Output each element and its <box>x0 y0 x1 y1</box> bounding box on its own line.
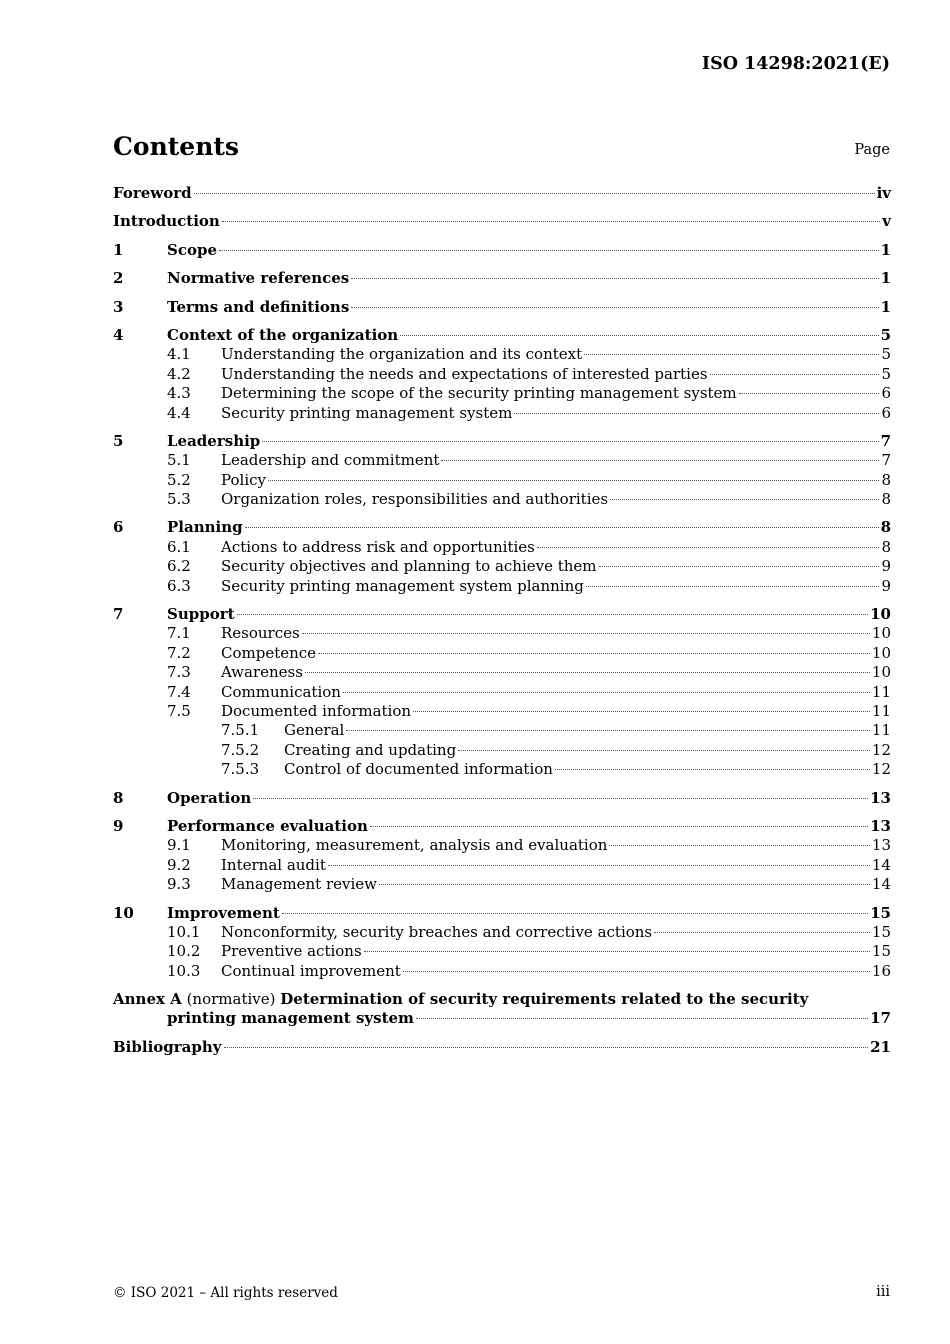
section-number: 6.3 <box>167 576 191 595</box>
page-ref: 15 <box>871 942 891 961</box>
leader-dots <box>351 278 878 279</box>
section-title: General <box>284 721 345 740</box>
section-title: Understanding the organization and its context <box>221 345 583 364</box>
leader-dots <box>237 614 869 615</box>
leader-dots <box>739 393 880 394</box>
section-number: 8 <box>113 788 124 807</box>
section-title: Bibliography <box>113 1037 222 1056</box>
section-title: Security printing management system <box>221 403 513 422</box>
page-ref: 21 <box>870 1037 891 1056</box>
toc-entry-7-3[interactable] <box>113 663 891 682</box>
toc-entry-annex-a[interactable] <box>113 990 891 1009</box>
toc-entry-7-1[interactable] <box>113 624 891 643</box>
section-number: 5.1 <box>167 451 191 470</box>
page-ref: 10 <box>871 663 891 682</box>
page-ref: 11 <box>871 682 891 701</box>
section-number: 7.1 <box>167 624 191 643</box>
leader-dots <box>282 913 868 914</box>
section-title: Organization roles, responsibilities and authorities <box>221 490 609 509</box>
section-number: 5.3 <box>167 490 191 509</box>
page-ref: 10 <box>870 605 891 624</box>
toc-entry-6-2[interactable] <box>113 557 891 576</box>
section-title: Introduction <box>113 212 220 231</box>
leader-dots <box>586 586 880 587</box>
page-ref: 17 <box>870 1009 891 1028</box>
leader-dots <box>346 730 870 731</box>
page-ref: 16 <box>871 961 891 980</box>
section-title: Competence <box>221 643 317 662</box>
leader-dots <box>609 845 869 846</box>
section-title: Nonconformity, security breaches and corrective actions <box>221 922 653 941</box>
section-number: 4.3 <box>167 384 191 403</box>
toc-entry-9-1[interactable] <box>113 836 891 855</box>
toc-entry-3[interactable] <box>113 298 891 317</box>
section-number: 1 <box>113 240 124 259</box>
section-number: 7.5.3 <box>221 760 260 779</box>
page-ref: 9 <box>881 576 891 595</box>
page-ref: 1 <box>880 240 891 259</box>
section-title: Preventive actions <box>221 942 362 961</box>
section-number: 2 <box>113 269 124 288</box>
section-number: 7.5.1 <box>221 721 260 740</box>
toc-entry-7-2[interactable] <box>113 644 891 663</box>
section-title: Policy <box>221 470 266 489</box>
section-number: 9 <box>113 816 124 835</box>
leader-dots <box>584 354 879 355</box>
section-title: Control of documented information <box>284 760 553 779</box>
toc-entry-introduction[interactable] <box>113 212 891 231</box>
toc-entry-10-3[interactable] <box>113 962 891 981</box>
section-title: Terms and definitions <box>167 297 350 316</box>
section-title: Operation <box>167 788 252 807</box>
section-number: 10.3 <box>167 961 201 980</box>
section-number: 10 <box>113 903 134 922</box>
toc-entry-4-1[interactable] <box>113 345 891 364</box>
section-title: Understanding the needs and expectations of interested parties <box>221 364 708 383</box>
page-ref: 8 <box>881 490 891 509</box>
page-ref: 11 <box>871 701 891 720</box>
page-ref: 8 <box>881 537 891 556</box>
leader-dots <box>654 932 870 933</box>
section-title: Actions to address risk and opportunities <box>221 537 535 556</box>
section-title: Planning <box>167 518 243 537</box>
leader-dots <box>224 1047 869 1048</box>
toc-entry-10-1[interactable] <box>113 923 891 942</box>
section-title: Monitoring, measurement, analysis and evaluation <box>221 836 608 855</box>
page-ref: 5 <box>881 364 891 383</box>
page-column-label: Page <box>854 142 890 158</box>
toc-entry-6[interactable] <box>113 518 891 537</box>
section-title: Scope <box>167 240 218 259</box>
leader-dots <box>379 884 870 885</box>
annex-title-line2: printing management system <box>167 1009 414 1028</box>
toc-entry-10[interactable] <box>113 904 891 923</box>
toc-entry-7-5-2[interactable] <box>113 741 891 760</box>
toc-entry-4-2[interactable] <box>113 365 891 384</box>
section-number: 3 <box>113 297 124 316</box>
leader-dots <box>555 769 870 770</box>
leader-dots <box>403 971 870 972</box>
section-title: Determining the scope of the security printing management system <box>221 384 737 403</box>
leader-dots <box>351 307 878 308</box>
page-ref: 1 <box>880 297 891 316</box>
page-ref: 6 <box>881 403 891 422</box>
copyright-notice: © ISO 2021 – All rights reserved <box>113 1285 338 1301</box>
toc-entry-bibliography[interactable] <box>113 1038 891 1057</box>
toc-entry-9-3[interactable] <box>113 875 891 894</box>
section-number: 10.1 <box>167 922 201 941</box>
toc-entry-5-3[interactable] <box>113 490 891 509</box>
leader-dots <box>458 750 870 751</box>
page-ref: 11 <box>871 721 891 740</box>
page-ref: 12 <box>871 760 891 779</box>
leader-dots <box>400 335 878 336</box>
page-ref: 14 <box>871 855 891 874</box>
leader-dots <box>364 951 870 952</box>
leader-dots <box>416 1018 868 1019</box>
section-number: 7.2 <box>167 643 191 662</box>
section-title: Awareness <box>221 663 303 682</box>
toc-entry-5-1[interactable] <box>113 451 891 470</box>
toc-entry-foreword[interactable] <box>113 184 891 203</box>
section-number: 6.1 <box>167 537 191 556</box>
section-title: Security objectives and planning to achieve them <box>221 557 597 576</box>
toc-entry-7-4[interactable] <box>113 683 891 702</box>
contents-heading: Contents <box>113 132 240 161</box>
section-number: 10.2 <box>167 942 201 961</box>
toc-entry-6-1[interactable] <box>113 538 891 557</box>
section-number: 7.5.2 <box>221 740 260 759</box>
page-ref: 7 <box>881 451 891 470</box>
section-number: 4.4 <box>167 403 191 422</box>
section-number: 4.1 <box>167 345 191 364</box>
section-number: 7.4 <box>167 682 191 701</box>
section-number: 6.2 <box>167 557 191 576</box>
toc-entry-8[interactable] <box>113 789 891 808</box>
toc-entry-2[interactable] <box>113 269 891 288</box>
leader-dots <box>441 460 879 461</box>
section-title: Documented information <box>221 701 412 720</box>
page-ref: 7 <box>880 431 891 450</box>
page-ref: iv <box>876 184 891 202</box>
section-title: Support <box>167 605 235 624</box>
document-id: ISO 14298:2021(E) <box>701 54 890 74</box>
section-title: Normative references <box>167 269 350 288</box>
page-ref: 14 <box>871 875 891 894</box>
leader-dots <box>268 480 879 481</box>
section-title: Foreword <box>113 184 192 202</box>
section-title: Communication <box>221 682 341 701</box>
page-ref: 15 <box>870 903 891 922</box>
toc-entry-4-3[interactable] <box>113 384 891 403</box>
leader-dots <box>222 221 880 222</box>
toc-entry-5[interactable] <box>113 432 891 451</box>
section-title: Resources <box>221 624 300 643</box>
leader-dots <box>599 566 880 567</box>
leader-dots <box>194 193 875 194</box>
leader-dots <box>305 672 870 673</box>
toc-entry-10-2[interactable] <box>113 942 891 961</box>
section-number: 9.2 <box>167 855 191 874</box>
leader-dots <box>710 374 880 375</box>
page-ref: 6 <box>881 384 891 403</box>
section-number: 5.2 <box>167 470 191 489</box>
section-number: 4.2 <box>167 364 191 383</box>
section-number: 7.5 <box>167 701 191 720</box>
section-number: 7 <box>113 605 124 624</box>
section-number: 4 <box>113 325 124 344</box>
leader-dots <box>537 547 880 548</box>
leader-dots <box>514 413 879 414</box>
annex-label: Annex A <box>113 990 182 1009</box>
leader-dots <box>302 633 870 634</box>
section-title: Creating and updating <box>284 740 457 759</box>
section-title: Improvement <box>167 903 280 922</box>
toc-entry-4[interactable] <box>113 326 891 345</box>
toc-entry-1[interactable] <box>113 241 891 260</box>
page-ref: 10 <box>871 643 891 662</box>
section-number: 9.3 <box>167 875 191 894</box>
page-ref: 8 <box>881 470 891 489</box>
page-ref: 15 <box>871 922 891 941</box>
page-ref: v <box>882 212 891 231</box>
toc-entry-6-3[interactable] <box>113 577 891 596</box>
toc-entry-7[interactable] <box>113 605 891 624</box>
toc-entry-7-5-3[interactable] <box>113 760 891 779</box>
page-ref: 5 <box>881 345 891 364</box>
section-title: Continual improvement <box>221 961 401 980</box>
section-title: Context of the organization <box>167 325 399 344</box>
section-title: Security printing management system planning <box>221 576 584 595</box>
leader-dots <box>253 798 868 799</box>
annex-title-line1: Determination of security requirements related to the security <box>280 990 809 1009</box>
page-ref: 13 <box>870 788 891 807</box>
leader-dots <box>245 527 879 528</box>
page-ref: 13 <box>870 816 891 835</box>
page-ref: 12 <box>871 740 891 759</box>
leader-dots <box>413 711 870 712</box>
annex-type: (normative) <box>186 990 276 1009</box>
page-ref: 10 <box>871 624 891 643</box>
toc-entry-7-5-1[interactable] <box>113 721 891 740</box>
toc-entry-4-4[interactable] <box>113 404 891 423</box>
toc-entry-9[interactable] <box>113 817 891 836</box>
toc-entry-7-5[interactable] <box>113 702 891 721</box>
toc-entry-annex-a-continued[interactable] <box>113 1009 891 1028</box>
page-ref: 13 <box>871 836 891 855</box>
section-title: Leadership <box>167 431 261 450</box>
section-number: 9.1 <box>167 836 191 855</box>
leader-dots <box>318 653 870 654</box>
section-title: Leadership and commitment <box>221 451 440 470</box>
section-number: 7.3 <box>167 663 191 682</box>
page-number: iii <box>876 1284 890 1300</box>
toc-entry-5-2[interactable] <box>113 471 891 490</box>
section-number: 5 <box>113 431 124 450</box>
toc-entry-9-2[interactable] <box>113 856 891 875</box>
section-title: Management review <box>221 875 377 894</box>
leader-dots <box>370 826 868 827</box>
leader-dots <box>610 499 879 500</box>
page-ref: 1 <box>880 269 891 288</box>
section-title: Performance evaluation <box>167 816 368 835</box>
page-ref: 5 <box>880 325 891 344</box>
table-of-contents <box>113 184 891 1057</box>
leader-dots <box>262 441 878 442</box>
leader-dots <box>219 250 879 251</box>
section-number: 6 <box>113 518 124 537</box>
section-title: Internal audit <box>221 855 326 874</box>
page-ref: 9 <box>881 557 891 576</box>
leader-dots <box>328 865 870 866</box>
page-ref: 8 <box>880 518 891 537</box>
leader-dots <box>343 692 870 693</box>
